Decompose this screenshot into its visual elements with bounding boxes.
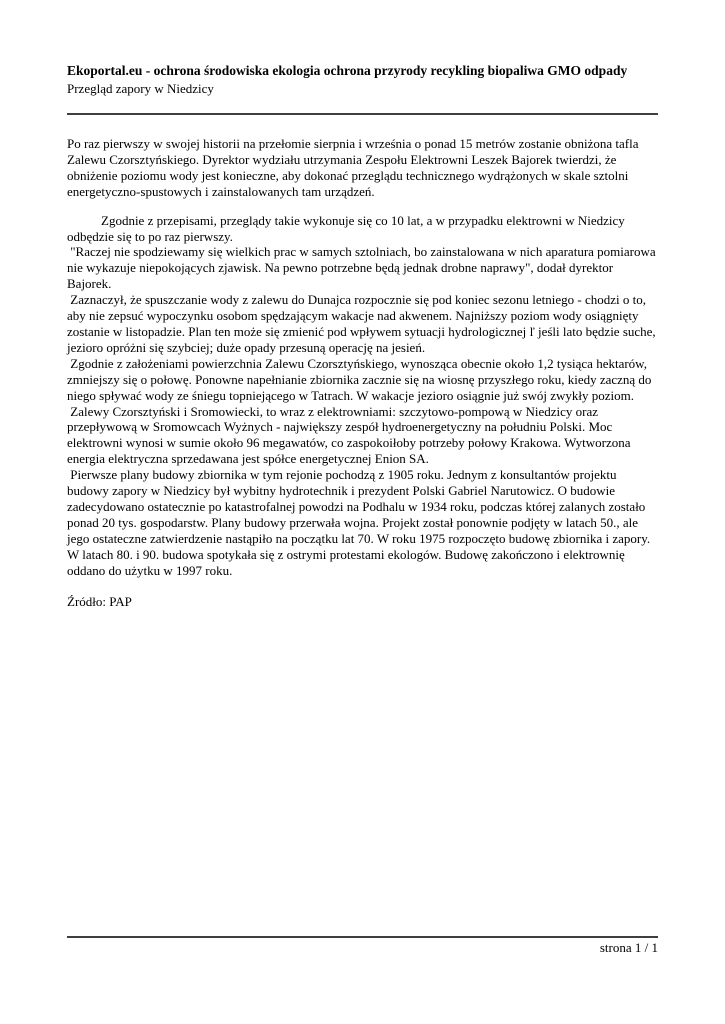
footer-divider — [67, 936, 658, 938]
paragraph: "Raczej nie spodziewamy się wielkich prac w samych sztolniach, bo zainstalowana w nich aparatura pomiarowa nie wykazuje niepokojących zjawisk. Na pewno potrzebne będą jednak drobne naprawy", dodał dyrektor Bajorek. — [67, 244, 659, 292]
header-divider — [67, 113, 658, 115]
source-line: Źródło: PAP — [67, 594, 132, 610]
document-title: Ekoportal.eu - ochrona środowiska ekologia ochrona przyrody recykling biopaliwa GMO odpady — [67, 63, 628, 78]
paragraph: Pierwsze plany budowy zbiornika w tym rejonie pochodzą z 1905 roku. Jednym z konsultantów projektu budowy zapory w Niedzicy był wybitny hydrotechnik i prezydent Polski Gabriel Narutowicz. O budowie zadecydowano ostatecznie po katastrofalnej powodzi na Podhalu w 1934 roku, podczas której zalanych zostało ponad 20 tys. gospodarstw. Plany budowy przerwała wojna. Projekt został ponownie podjęty w latach 50., ale jego ostateczne zatwierdzenie nastąpiło na początku lat 70. W roku 1975 rozpoczęto budowę zbiornika i zapory. W latach 80. i 90. budowa spotykała się z ostrymi protestami ekologów. Budowę zakończono i elektrownię oddano do użytku w 1997 roku. — [67, 467, 654, 578]
paragraph: Zgodnie z założeniami powierzchnia Zalewu Czorsztyńskiego, wynosząca obecnie około 1,2 tysiąca hektarów, zmniejszy się o połowę. Ponowne napełnianie zbiornika zacznie się na wiosnę przyszłego roku, kiedy zaczną do niego spływać wody ze śniegu topniejącego w Tatrach. W wakacje jezioro osiągnie już swój zwykły poziom. — [67, 355, 655, 403]
paragraph: Zalewy Czorsztyński i Sromowiecki, to wraz z elektrowniami: szczytowo-pompową w Niedzicy oraz przepływową w Sromowcach Wyżnych - największy zespół hydroenergetyczny na południu Polski. Moc elektrowni wynosi w sumie około 96 megawatów, co zaspokoiłoby potrzeby połowy Krakowa. Wytworzona energia elektryczna sprzedawana jest spółce energetycznej Enion SA. — [67, 403, 634, 467]
page-number: strona 1 / 1 — [599, 940, 658, 955]
page-footer — [67, 936, 658, 956]
page-content — [67, 0, 658, 610]
article-body — [67, 136, 658, 610]
paragraph-intro: Po raz pierwszy w swojej historii na przełomie sierpnia i września o ponad 15 metrów zostanie obniżona tafla Zalewu Czorsztyńskiego. Dyrektor wydziału utrzymania Zespołu Elektrowni Leszek Bajorek twierdzi, że obniżenie poziomu wody jest konieczne, aby dokonać przeglądu technicznego wydrążonych w skale sztolni energetyczno-spustowych i zainstalowanych tam urządzeń. — [67, 136, 642, 199]
document-header — [67, 62, 658, 97]
paragraph: Zaznaczył, że spuszczanie wody z zalewu do Dunajca rozpocznie się pod koniec sezonu letniego - chodzi o to, aby nie zepsuć wypoczynku osobom spędzającym wakacje nad akwenem. Najniższy poziom wody osiągnięty zostanie w listopadzie. Plan ten może się zmienić pod wpływem sytuacji hydrologicznej ľ jeśli lato będzie suche, jezioro opróżni się szybciej; duże opady przesuną operację na jesień. — [67, 292, 659, 355]
paragraph: Zgodnie z przepisami, przeglądy takie wykonuje się co 10 lat, a w przypadku elektrowni w Niedzicy odbędzie się to po raz pierwszy. — [67, 212, 629, 244]
document-subtitle: Przegląd zapory w Niedzicy — [67, 81, 214, 96]
